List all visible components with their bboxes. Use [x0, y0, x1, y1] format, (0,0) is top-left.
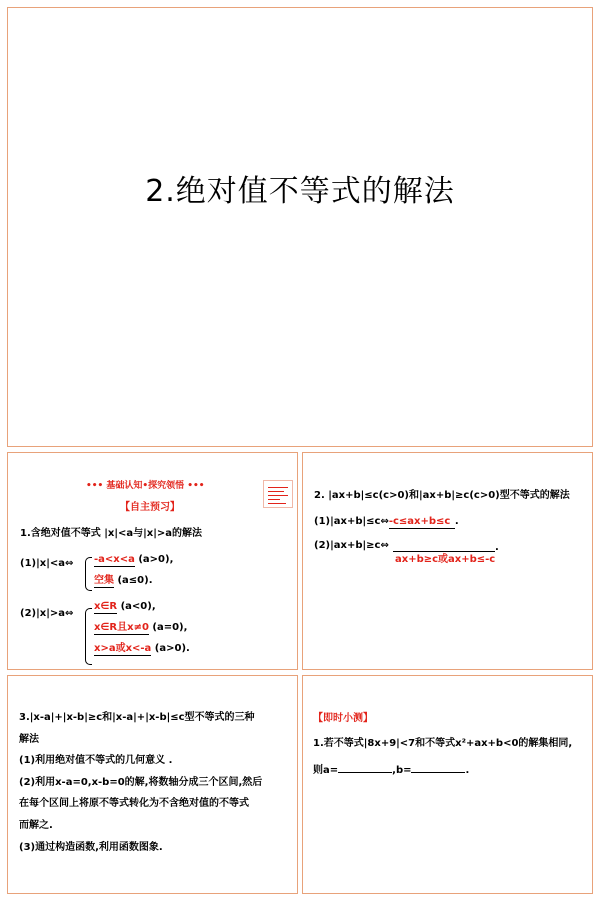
answer: x>a或x<-a	[94, 643, 152, 654]
blank-b[interactable]	[411, 762, 465, 773]
slide-title-text: 2.绝对值不等式的解法	[145, 174, 455, 209]
slide-quick-test	[302, 675, 593, 894]
answer: ax+b≥c或ax+b≤-c	[395, 554, 496, 565]
condition: (a<0),	[120, 601, 156, 612]
brace	[85, 557, 92, 591]
answer: -c≤ax+b≤c	[389, 516, 455, 529]
section-label: 【自主预习】	[120, 502, 180, 513]
answer: 空集	[94, 575, 114, 586]
brace	[85, 608, 92, 665]
question-3-line-1: 3.|x-a|+|x-b|≥c和|x-a|+|x-b|≤c型不等式的三种	[19, 712, 255, 723]
question-1: 1.含绝对值不等式 |x|<a与|x|>a的解法	[20, 528, 203, 539]
part-2-label: (2)|x|>a⇔	[20, 608, 74, 619]
part-2-row-1	[94, 600, 156, 614]
condition: (a≤0).	[117, 575, 153, 586]
method-3: (3)通过构造函数,利用函数图象.	[19, 842, 163, 853]
part-2-label: (2)|ax+b|≥c⇔	[314, 540, 389, 551]
thumbnail-decoration	[263, 480, 293, 508]
method-2-line-3: 而解之.	[19, 820, 53, 831]
condition: (a>0).	[154, 643, 190, 654]
condition: (a>0),	[138, 554, 174, 565]
answer: x∈R且x≠0	[94, 622, 149, 633]
slide-title	[7, 7, 593, 447]
answer-line	[393, 551, 495, 552]
test-question-1: 1.若不等式|8x+9|<7和不等式x²+ax+b<0的解集相同,	[313, 738, 573, 749]
part-2-row-3	[94, 642, 190, 656]
part-2-row-2	[94, 621, 187, 635]
condition: (a=0),	[152, 622, 188, 633]
part-1-row-1	[94, 553, 173, 567]
question-3-line-2: 解法	[19, 734, 39, 745]
part-1-line: (1)|ax+b|≤c⇔-c≤ax+b≤c .	[314, 516, 459, 527]
section-header: ••• 基础认知•探究领悟 •••	[86, 481, 205, 491]
answer: -a<x<a	[94, 554, 135, 565]
test-question-1-line-2: 则a= ,b= .	[313, 762, 469, 778]
blank-a[interactable]	[338, 762, 392, 773]
part-1-label: (1)|x|<a⇔	[20, 558, 74, 569]
method-1: (1)利用绝对值不等式的几何意义 .	[19, 755, 173, 766]
method-2-line-1: (2)利用x-a=0,x-b=0的解,将数轴分成三个区间,然后	[19, 777, 263, 788]
part-1-row-2	[94, 574, 153, 588]
method-2-line-2: 在每个区间上将原不等式转化为不含绝对值的不等式	[19, 798, 249, 809]
slide-methods	[7, 675, 298, 894]
question-2: 2. |ax+b|≤c(c>0)和|ax+b|≥c(c>0)型不等式的解法	[314, 490, 570, 501]
answer: x∈R	[94, 601, 118, 612]
slide-self-study	[7, 452, 298, 670]
section-label: 【即时小测】	[313, 713, 373, 724]
part-1-label: (1)|ax+b|≤c⇔	[314, 516, 389, 527]
slide-linear-abs: 2. |ax+b|≤c(c>0)和|ax+b|≥c(c>0)型不等式的解法 (1)|ax+b|≤c⇔-c≤ax+b≤c . (2)|ax+b|≥c⇔ . ax+b≥c或ax+b≤-c	[302, 452, 593, 670]
